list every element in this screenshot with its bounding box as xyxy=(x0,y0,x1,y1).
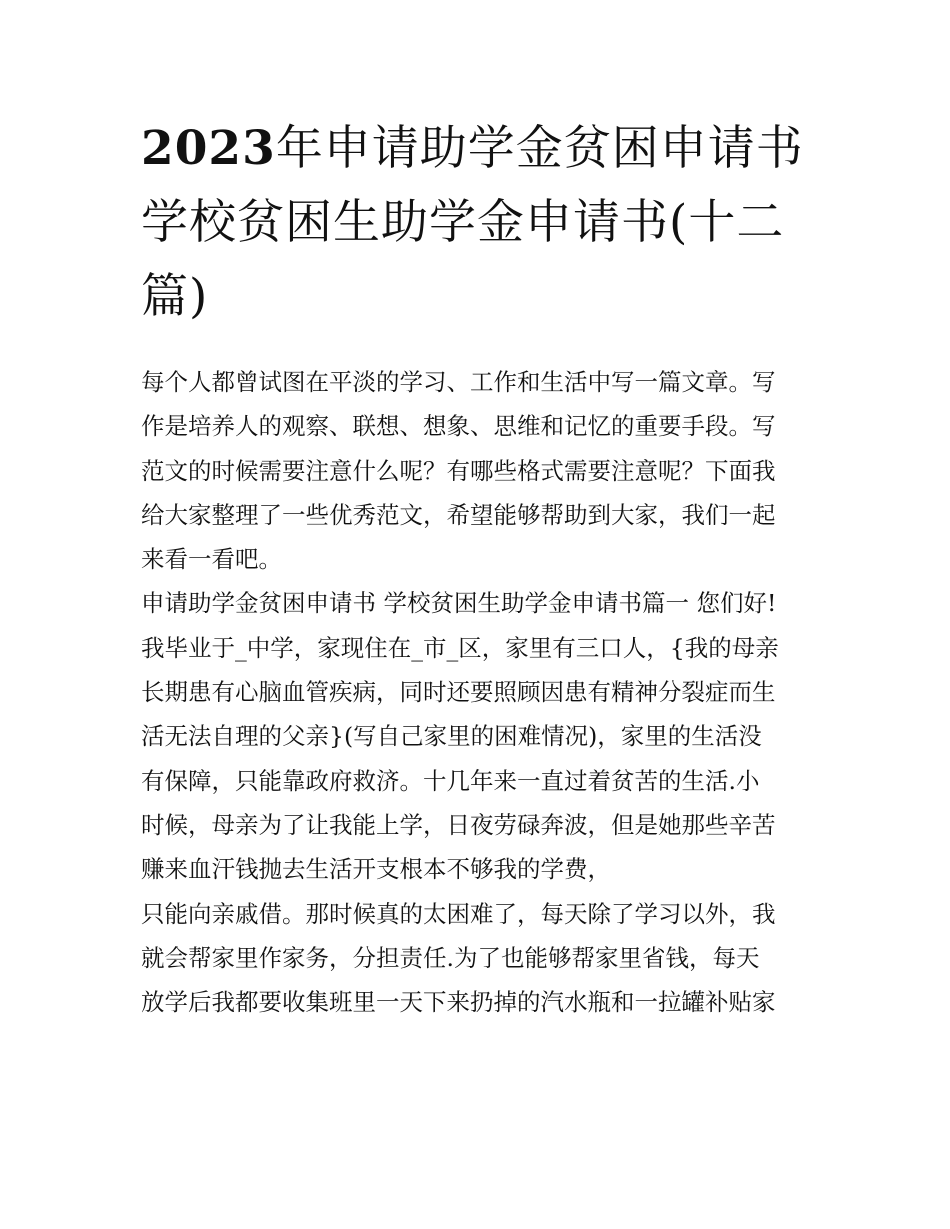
body-line: 作是培养人的观察、联想、想象、思维和记忆的重要手段。写 xyxy=(141,412,776,441)
body-line: 就会帮家里作家务，分担责任.为了也能够帮家里省钱，每天 xyxy=(141,943,760,972)
body-line: 来看一看吧。 xyxy=(141,545,282,574)
body-line: 我毕业于_中学，家现住在_市_区，家里有三口人，{我的母亲 xyxy=(141,633,779,662)
body-line: 给大家整理了一些优秀范文，希望能够帮助到大家，我们一起 xyxy=(141,500,776,529)
body-line: 活无法自理的父亲}(写自己家里的困难情况)，家里的生活没 xyxy=(141,722,762,751)
document-title xyxy=(141,112,821,334)
title-line-3: 篇) xyxy=(141,269,209,324)
title-line-2: 学校贫困生助学金申请书(十二 xyxy=(141,195,785,250)
title-year: 2023 xyxy=(141,121,276,176)
title-line-1 xyxy=(141,112,821,186)
body-line: 赚来血汗钱抛去生活开支根本不够我的学费， xyxy=(141,855,611,884)
title-line-1-text: 年申请助学金贫困申请书 xyxy=(275,121,804,176)
body-line: 每个人都曾试图在平淡的学习、工作和生活中写一篇文章。写 xyxy=(141,368,776,396)
body-line: 长期患有心脑血管疾病，同时还要照顾因患有精神分裂症而生 xyxy=(141,678,776,707)
body-line: 有保障，只能靠政府救济。十几年来一直过着贫苦的生活.小 xyxy=(141,766,760,795)
document-body xyxy=(141,360,821,1024)
body-line: 放学后我都要收集班里一天下来扔掉的汽水瓶和一拉罐补贴家 xyxy=(141,988,776,1017)
body-line: 只能向亲戚借。那时候真的太困难了，每天除了学习以外，我 xyxy=(141,899,776,928)
body-line: 范文的时候需要注意什么呢？有哪些格式需要注意呢？下面我 xyxy=(141,456,776,485)
body-line: 申请助学金贫困申请书 学校贫困生助学金申请书篇一 您们好! xyxy=(141,589,777,618)
body-line: 时候，母亲为了让我能上学，日夜劳碌奔波，但是她那些辛苦 xyxy=(141,810,776,839)
